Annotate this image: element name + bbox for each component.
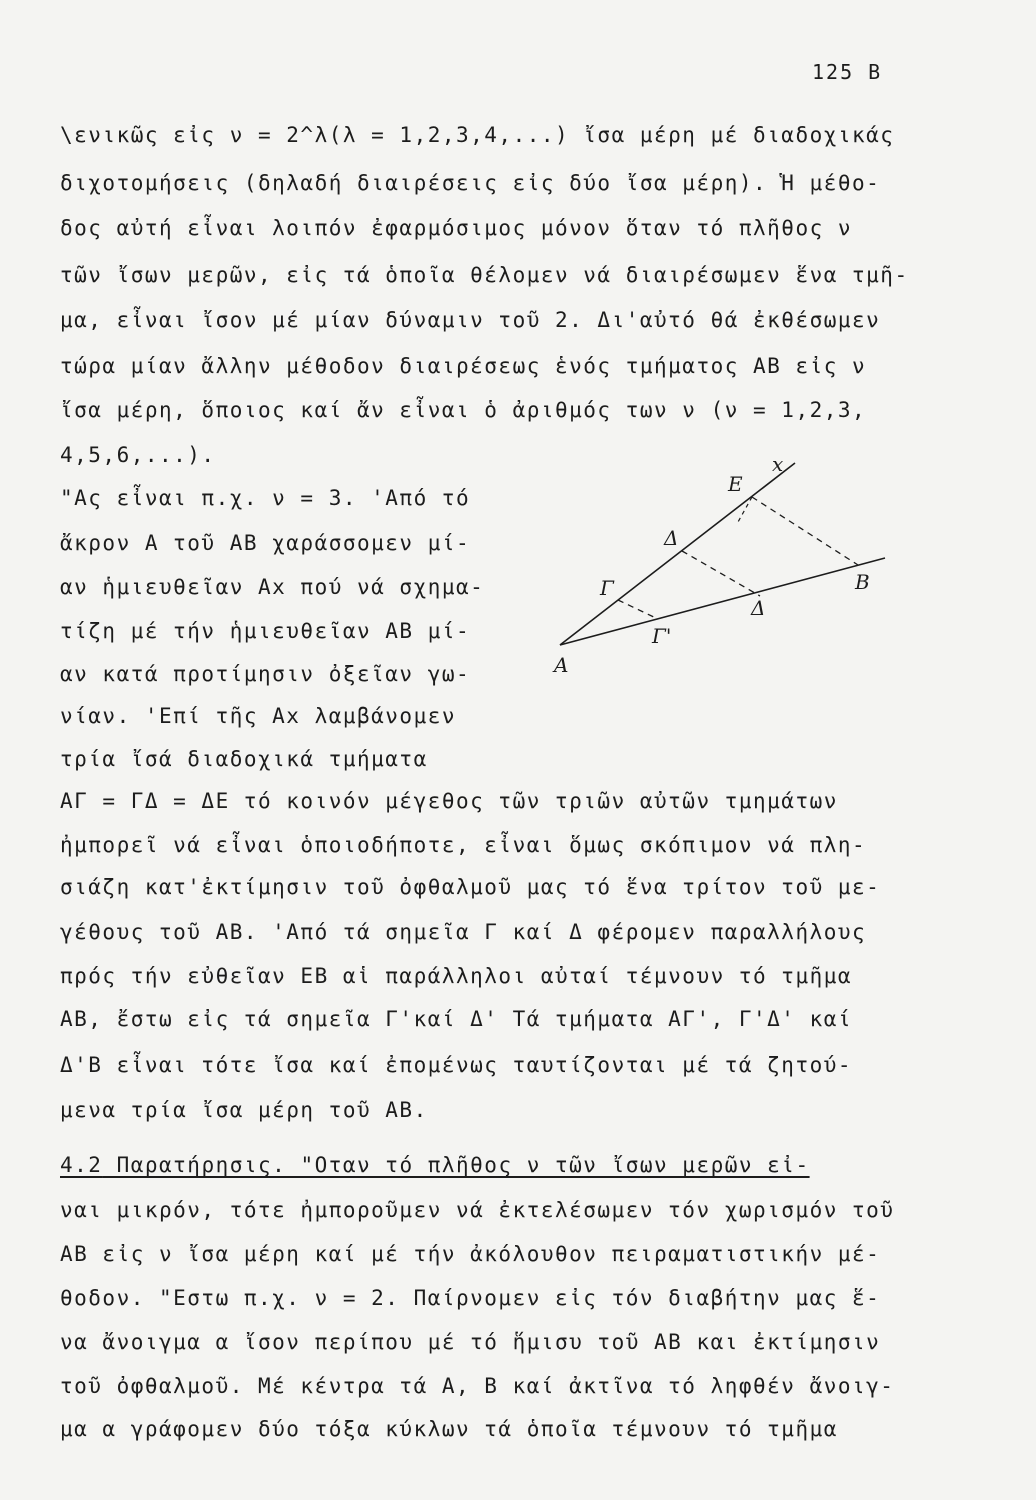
label-delta-prime: Δ	[751, 596, 766, 620]
line-eb	[752, 497, 858, 565]
ray-ab	[560, 558, 885, 645]
text-line-13: αν κατά προτίμησιν ὀξεῖαν γω-	[60, 662, 471, 686]
section-number: 4.2	[60, 1153, 103, 1177]
label-gamma-prime: Γ'	[652, 624, 672, 648]
construction-figure	[540, 455, 910, 685]
section-first-line: Παρατήρησις. "Οταν τό πλῆθος ν τῶν ἴσων μερῶν εἰ-	[102, 1153, 810, 1177]
text-line-21: AB, ἔστω εἰς τά σημεῖα Γ'καί Δ' Τά τμήματα ΑΓ', Γ'Δ' καί	[60, 1007, 853, 1031]
text-line-12: τίζη μέ τήν ἡμιευθεῖαν AB μί-	[60, 619, 471, 643]
label-b: B	[855, 570, 870, 594]
text-line-6: τώρα μίαν ἄλλην μέθοδον διαιρέσεως ἑνός τμήματος AB εἰς ν	[60, 354, 867, 378]
text-line-22: Δ'B εἶναι τότε ἴσα καί ἐπομένως ταυτίζονται μέ τά ζητού-	[60, 1053, 853, 1077]
text-line-4: τῶν ἴσων μερῶν, εἰς τά ὁποῖα θέλομεν νά διαιρέσωμεν ἕνα τμῆ-	[60, 263, 909, 287]
label-delta: Δ	[664, 526, 679, 550]
line-dd-prime	[682, 551, 760, 596]
page-number: 125 B	[812, 60, 883, 84]
text-line-11: αν ἡμιευθεῖαν Αx πού νά σχημα-	[60, 575, 485, 599]
text-line-31: μα α γράφομεν δύο τόξα κύκλων τά ὁποῖα τέμνουν τό τμῆμα	[60, 1417, 838, 1441]
text-line-29: να ἄνοιγμα α ἴσον περίπου μέ τό ἥμισυ τοῦ AB και ἐκτίμησιν	[60, 1330, 881, 1354]
text-line-15: τρία ἴσά διαδοχικά τμήματα	[60, 747, 428, 771]
line-gg-prime	[618, 600, 658, 619]
text-line-30: τοῦ ὀφθαλμοῦ. Μέ κέντρα τά Α, B καί ἀκτῖνα τό ληφθέν ἄνοιγ-	[60, 1374, 895, 1398]
text-line-18: σιάζη κατ'ἐκτίμησιν τοῦ ὀφθαλμοῦ μας τό ἕνα τρίτον τοῦ με-	[60, 875, 881, 899]
text-line-14: νίαν. 'Επί τῆς Αx λαμβάνομεν	[60, 704, 457, 728]
text-line-20: πρός τήν εὐθεῖαν EB αἱ παράλληλοι αὐταί τέμνουν τό τμῆμα	[60, 964, 853, 988]
section-4-2-heading-line	[60, 1151, 810, 1179]
text-line-2: διχοτομήσεις (δηλαδή διαιρέσεις εἰς δύο ἴσα μέρη). Ἡ μέθο-	[60, 171, 881, 195]
text-line-9: "Ας εἶναι π.χ. ν = 3. 'Από τό	[60, 486, 471, 510]
text-line-3: δος αὐτή εἶναι λοιπόν ἐφαρμόσιμος μόνον ὅταν τό πλῆθος ν	[60, 216, 853, 240]
label-e: E	[728, 472, 743, 496]
label-gamma: Γ	[600, 576, 614, 600]
text-line-1: \ενικῶς εἰς ν = 2^λ(λ = 1,2,3,4,...) ἴσα μέρη μέ διαδοχικάς	[60, 123, 895, 147]
text-line-7: ἴσα μέρη, ὅποιος καί ἄν εἶναι ὁ ἀριθμός των ν (ν = 1,2,3,	[60, 398, 867, 422]
text-line-10: ἄκρον Α τοῦ AB χαράσσομεν μί-	[60, 531, 471, 555]
text-line-16: ΑΓ = ΓΔ = ΔΕ τό κοινόν μέγεθος τῶν τριῶν αὐτῶν τμημάτων	[60, 789, 838, 813]
text-line-19: γέθους τοῦ AB. 'Από τά σημεῖα Γ καί Δ φέρομεν παραλλήλους	[60, 920, 867, 944]
text-line-17: ἠμπορεῖ νά εἶναι ὁποιοδήποτε, εἶναι ὅμως σκόπιμον νά πλη-	[60, 833, 867, 857]
text-line-5: μα, εἶναι ἴσον μέ μίαν δύναμιν τοῦ 2. Δι'αὐτό θά ἐκθέσωμεν	[60, 308, 881, 332]
text-line-23: μενα τρία ἴσα μέρη τοῦ AB.	[60, 1098, 428, 1122]
label-a: A	[554, 653, 569, 677]
text-line-27: AB εἰς ν ἴσα μέρη καί μέ τήν ἀκόλουθον πειραματιστικήν μέ-	[60, 1242, 881, 1266]
text-line-28: θοδον. "Εστω π.χ. ν = 2. Παίρνομεν εἰς τόν διαβήτην μας ἕ-	[60, 1286, 881, 1310]
text-line-26: ναι μικρόν, τότε ἠμποροῦμεν νά ἐκτελέσωμεν τόν χωρισμόν τοῦ	[60, 1198, 895, 1222]
label-x: x	[772, 455, 784, 476]
text-line-8: 4,5,6,...).	[60, 443, 216, 467]
